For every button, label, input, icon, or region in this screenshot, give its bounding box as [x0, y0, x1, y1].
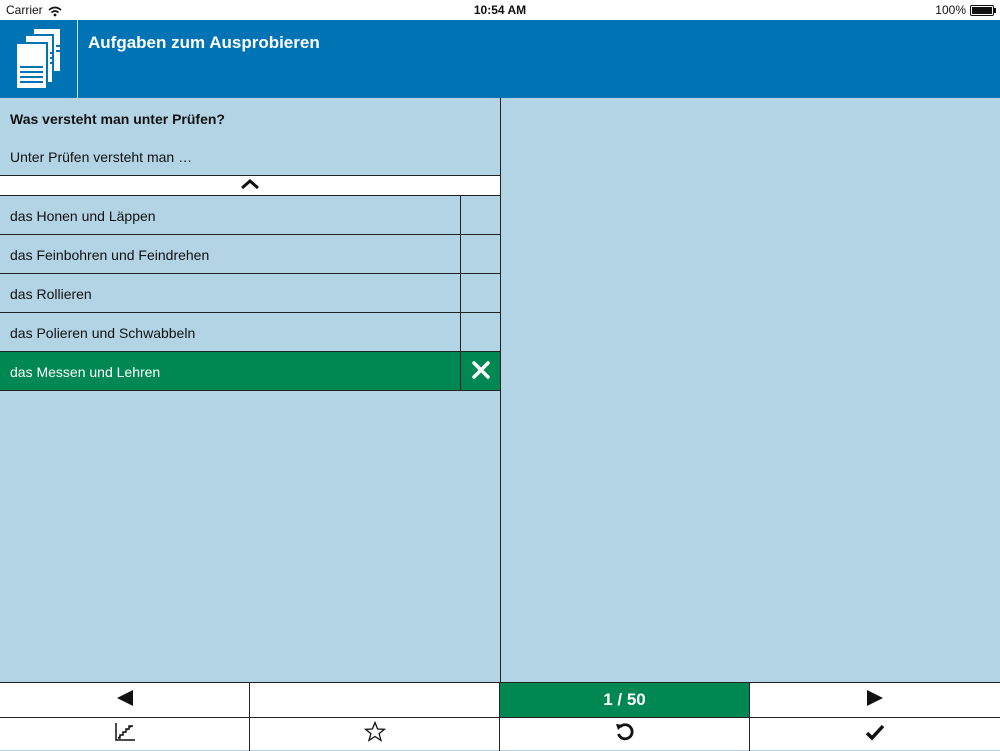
statistics-chart-icon [114, 722, 136, 747]
answer-checkbox[interactable] [460, 313, 500, 351]
app-header [0, 20, 1000, 98]
answer-option-5[interactable] [0, 352, 500, 391]
answer-label: das Rollieren [10, 286, 92, 302]
battery-indicator [935, 0, 994, 20]
status-bar [0, 0, 1000, 20]
answer-checkbox[interactable] [460, 274, 500, 312]
checkmark-icon [865, 723, 885, 746]
answer-option-3[interactable] [0, 274, 500, 313]
next-button[interactable] [750, 683, 1000, 717]
cross-mark-icon [472, 361, 490, 382]
answer-option-4[interactable] [0, 313, 500, 352]
carrier-label: Carrier [6, 3, 43, 17]
battery-percent: 100% [935, 3, 966, 17]
triangle-left-icon [116, 689, 134, 712]
chevron-up-icon [240, 177, 260, 195]
documents-stack-icon[interactable] [0, 20, 78, 98]
question-counter: 1 / 50 [500, 683, 750, 717]
clock: 10:54 AM [473, 3, 527, 17]
collapse-button[interactable] [0, 175, 500, 196]
answer-label: das Honen und Läppen [10, 208, 156, 224]
answer-checkbox[interactable] [460, 352, 500, 390]
answer-label: das Feinbohren und Feindrehen [10, 247, 210, 263]
battery-icon [970, 5, 994, 16]
star-outline-icon [364, 721, 386, 748]
question-panel [0, 98, 501, 682]
page-title: Aufgaben zum Ausprobieren [88, 33, 320, 52]
triangle-right-icon [866, 689, 884, 712]
question-title: Was versteht man unter Prüfen? [10, 111, 225, 127]
previous-button[interactable] [0, 683, 250, 717]
reset-button[interactable] [500, 717, 750, 751]
statistics-button[interactable] [0, 717, 250, 751]
answer-checkbox[interactable] [460, 196, 500, 234]
answer-option-1[interactable] [0, 196, 500, 235]
check-answer-button[interactable] [750, 717, 1000, 751]
answer-option-2[interactable] [0, 235, 500, 274]
bottom-toolbar [0, 682, 1000, 750]
answer-label: das Messen und Lehren [10, 364, 161, 380]
answer-label: das Polieren und Schwabbeln [10, 325, 196, 341]
answer-list [0, 196, 500, 391]
favorite-button[interactable] [250, 717, 500, 751]
question-stem: Unter Prüfen versteht man … [10, 149, 193, 165]
reload-icon [614, 721, 636, 748]
answer-checkbox[interactable] [460, 235, 500, 273]
empty-cell [250, 683, 500, 717]
